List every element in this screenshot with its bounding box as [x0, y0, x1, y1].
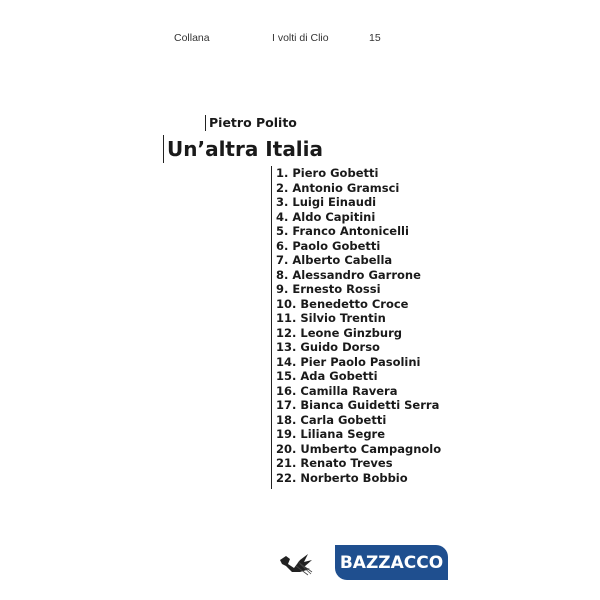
contents-list: [271, 166, 441, 489]
list-item: 21. Renato Treves: [276, 456, 393, 470]
pegasus-logo-icon: [278, 550, 314, 576]
list-item: 10. Benedetto Croce: [276, 296, 409, 311]
list-item: 15. Ada Gobetti: [276, 369, 378, 383]
list-item: 8. Alessandro Garrone: [276, 267, 421, 282]
list-item: 22. Norberto Bobbio: [276, 470, 408, 485]
list-item: 3. Luigi Einaudi: [276, 195, 377, 209]
series-number: 15: [369, 32, 381, 44]
book-title: Un’altra Italia: [163, 135, 323, 163]
series-label: Collana: [174, 32, 210, 44]
list-item: 14. Pier Paolo Pasolini: [276, 354, 421, 369]
list-item: 16. Camilla Ravera: [276, 383, 398, 398]
list-item: 11. Silvio Trentin: [276, 311, 386, 325]
list-item: 5. Franco Antonicelli: [276, 224, 409, 238]
list-item: 18. Carla Gobetti: [276, 412, 387, 427]
list-item: 6. Paolo Gobetti: [276, 238, 381, 253]
list-item: 4. Aldo Capitini: [276, 209, 376, 224]
list-item: 12. Leone Ginzburg: [276, 325, 402, 340]
list-item: 20. Umberto Campagnolo: [276, 441, 442, 456]
publisher-name: BAZZACCO: [339, 552, 444, 573]
list-item: 2. Antonio Gramsci: [276, 180, 400, 195]
publisher-logo: [335, 545, 448, 580]
list-item: 17. Bianca Guidetti Serra: [276, 398, 440, 412]
list-item: 19. Liliana Segre: [276, 427, 386, 441]
list-item: 13. Guido Dorso: [276, 340, 380, 354]
list-item: 7. Alberto Cabella: [276, 253, 393, 267]
list-item: 1. Piero Gobetti: [276, 166, 379, 180]
list-item: 9. Ernesto Rossi: [276, 282, 381, 296]
author: Pietro Polito: [205, 115, 297, 131]
series-name: I volti di Clio: [272, 32, 329, 44]
